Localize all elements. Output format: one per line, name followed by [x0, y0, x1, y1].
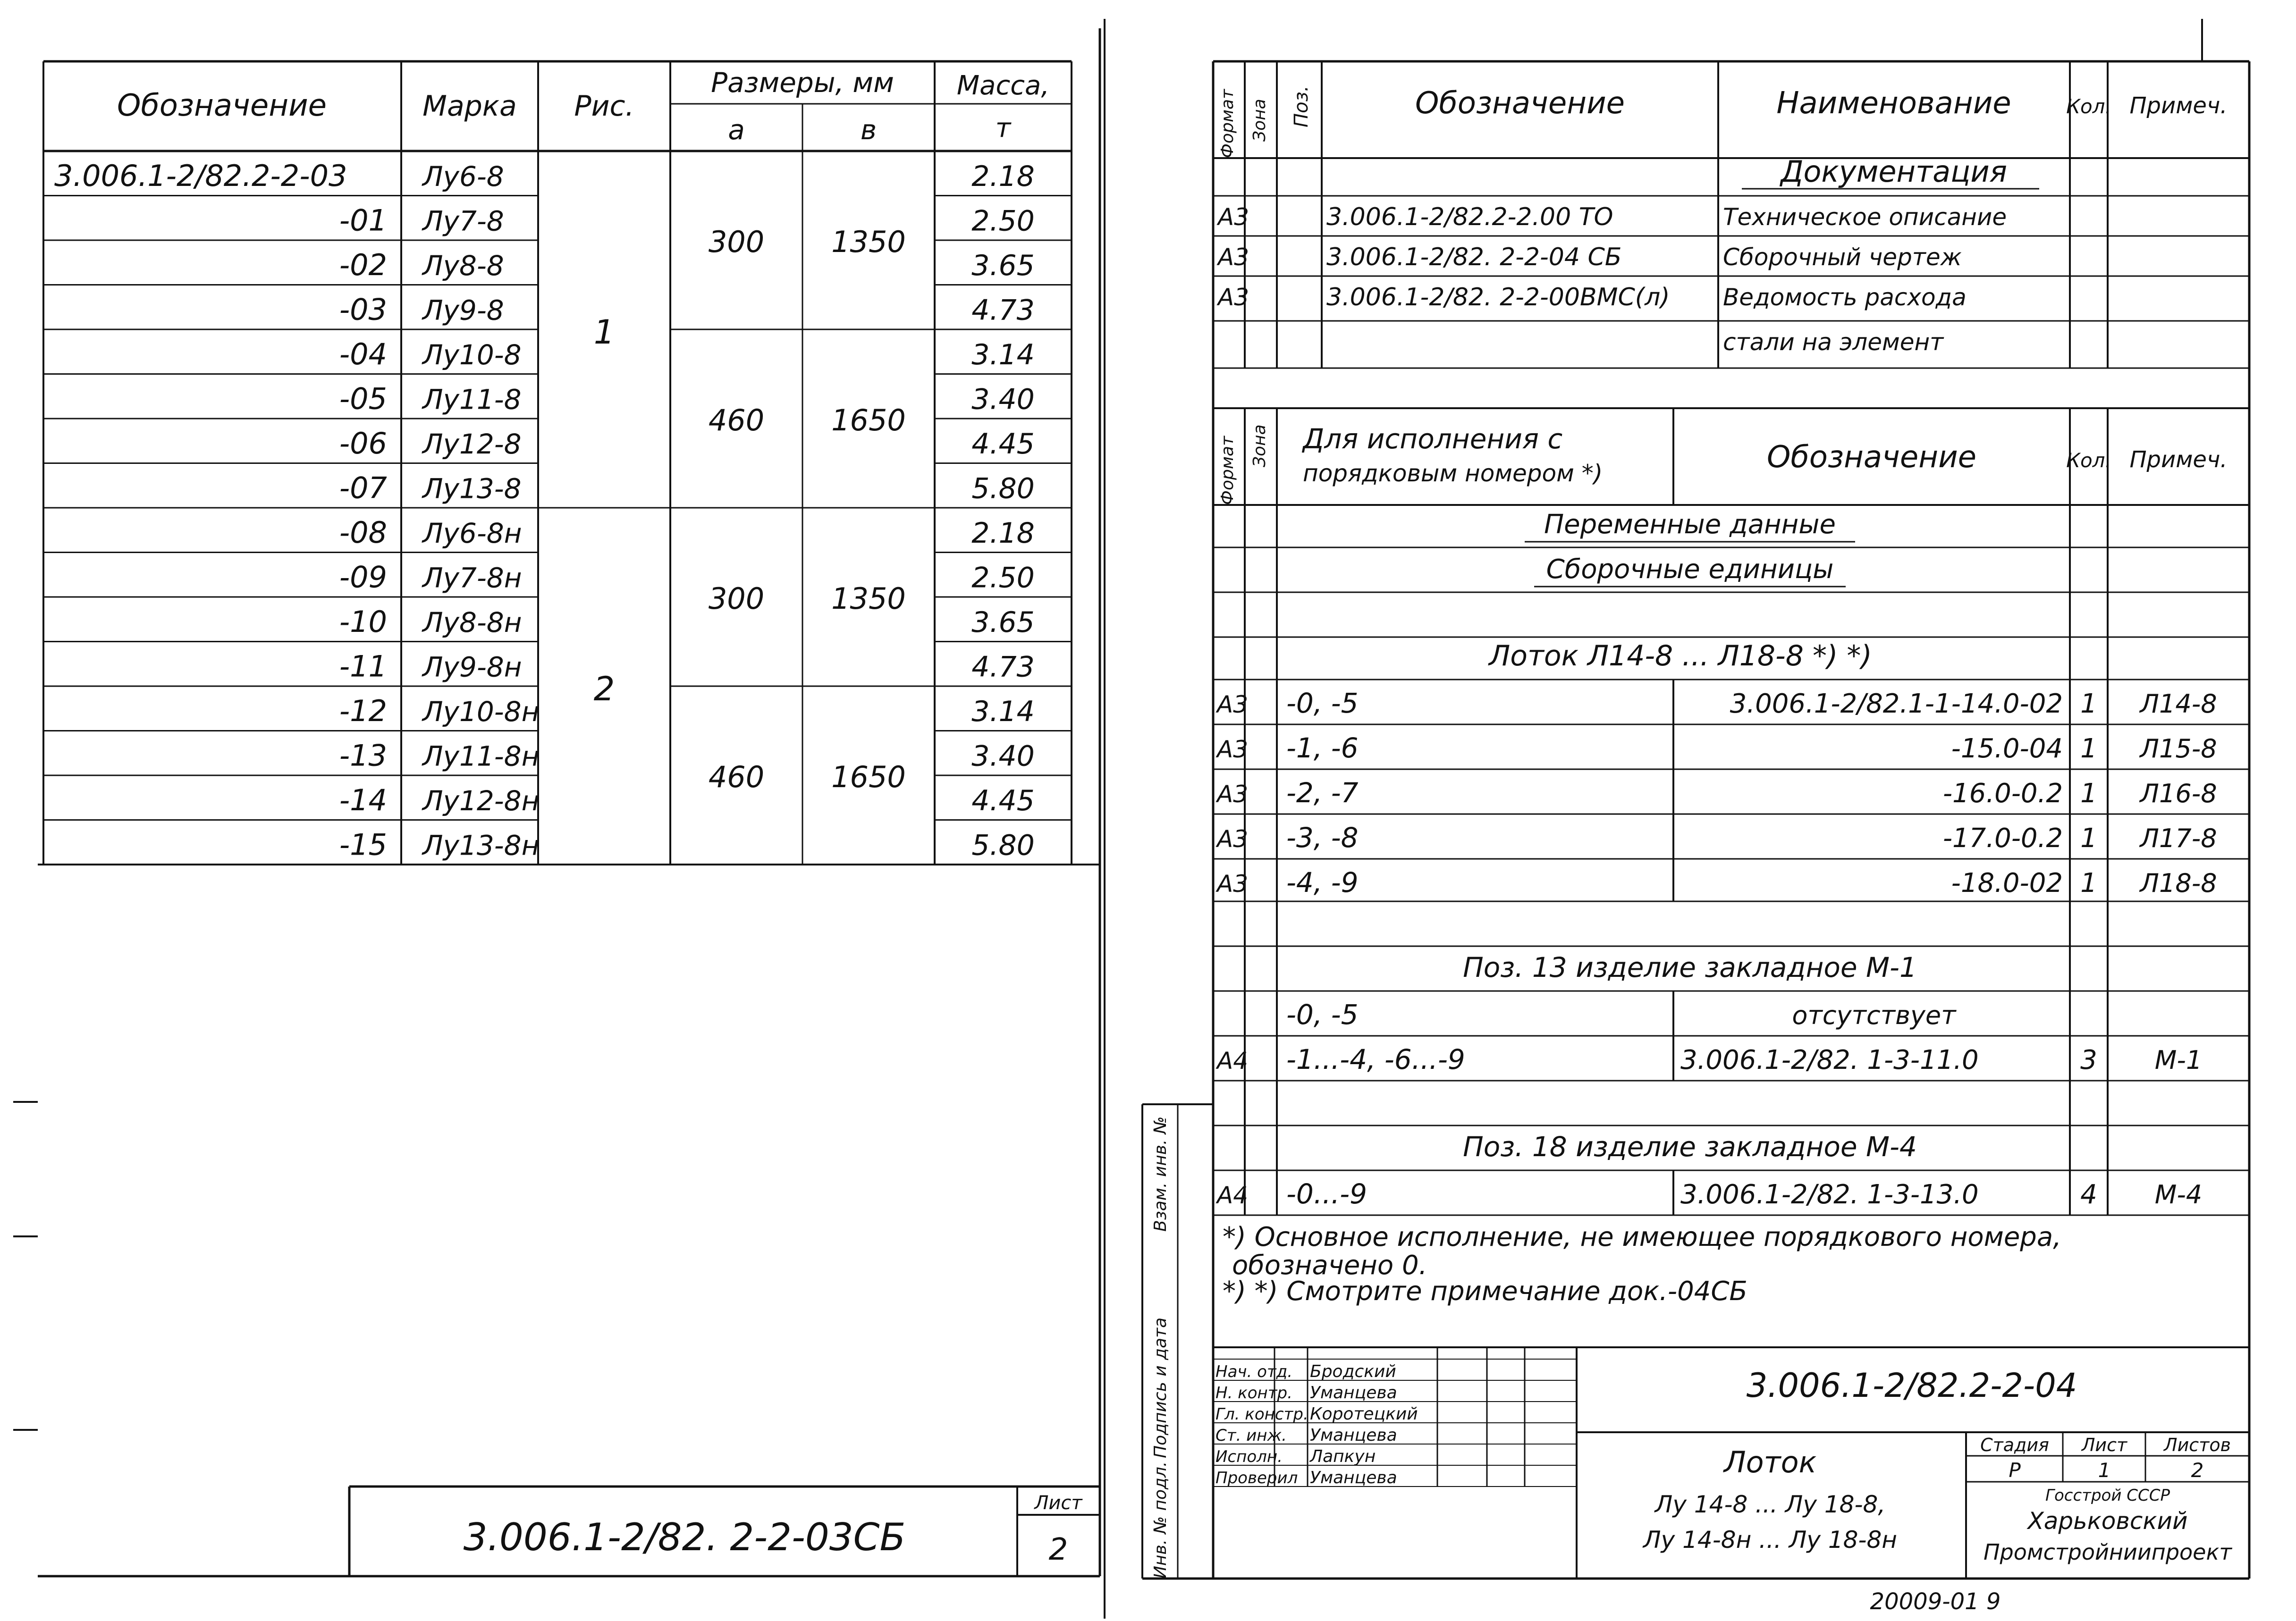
row-mass: 5.80	[971, 829, 1035, 862]
row-exec: -0, -5	[1286, 687, 1359, 719]
var-title-2: Сборочные единицы	[1546, 554, 1834, 585]
row-mass: 3.65	[971, 606, 1035, 639]
group2-title: Поз. 13 изделие закладное М-1	[1463, 951, 1917, 983]
row-designation: -17.0-0.2	[1942, 823, 2063, 854]
stamp-stage: Р	[2009, 1459, 2021, 1482]
var-header-qty: Кол.	[2066, 449, 2111, 472]
note-line-2: обозначено 0.	[1232, 1250, 1427, 1281]
doc-name: Ведомость расхода	[1723, 284, 1967, 311]
row-format: А3	[1217, 691, 1249, 718]
row-mass: 4.45	[971, 784, 1035, 817]
stamp-sheets: 2	[2191, 1459, 2204, 1482]
stamp-org-2: Харьковский	[2027, 1507, 2188, 1535]
row-mark: Лу7-8	[422, 205, 504, 237]
var-header-note: Примеч.	[2129, 446, 2228, 473]
header-note: Примеч.	[2129, 92, 2228, 119]
row-mark: Лу11-8н	[422, 740, 540, 773]
row-mark: Лу7-8н	[422, 562, 522, 594]
row-mass: 5.80	[971, 472, 1035, 505]
dim-b: 1650	[831, 403, 906, 437]
row-designation: -10	[339, 605, 387, 639]
row-mass: 3.14	[971, 338, 1035, 371]
stamp-sheet: 1	[2098, 1459, 2111, 1482]
row-mark: Лу10-8н	[422, 696, 540, 728]
row-qty: 1	[2080, 778, 2097, 809]
stamp-title-3: Лу 14-8н ... Лу 18-8н	[1643, 1526, 1897, 1554]
row-designation: -01	[339, 203, 387, 238]
staff-role: Н. контр.	[1216, 1384, 1292, 1403]
row-mass: 3.65	[971, 249, 1035, 282]
row-mark: Лу8-8н	[422, 606, 522, 638]
row-exec: -3, -8	[1286, 822, 1359, 854]
staff-name: Коротецкий	[1310, 1404, 1418, 1424]
header-mass-unit: т	[995, 113, 1011, 143]
header-dims: Размеры, мм	[711, 67, 894, 99]
doc-section-title: Документация	[1781, 154, 2007, 189]
header-format: Формат	[1218, 89, 1237, 158]
row-exec: -0, -5	[1286, 999, 1359, 1031]
row-mark: Лу9-8	[422, 294, 504, 327]
row-qty: 1	[2080, 733, 2097, 764]
row-mass: 2.18	[971, 517, 1035, 550]
row-designation: -04	[339, 337, 387, 371]
doc-name: Сборочный чертеж	[1723, 244, 1962, 271]
row-designation: -16.0-0.2	[1942, 778, 2063, 809]
fig-number: 1	[593, 313, 615, 352]
var-title-1: Переменные данные	[1544, 509, 1836, 540]
stamp-code: 3.006.1-2/82.2-2-04	[1746, 1366, 2077, 1405]
row-qty: 1	[2080, 689, 2097, 719]
row-exec: -1...-4, -6...-9	[1286, 1043, 1465, 1075]
staff-name: Уманцева	[1310, 1426, 1397, 1445]
var-header-designation: Обозначение	[1766, 440, 1977, 475]
row-designation: -11	[339, 649, 387, 684]
row-designation: -05	[339, 381, 387, 416]
staff-role: Ст. инж.	[1216, 1426, 1287, 1445]
staff-name: Лапкун	[1310, 1447, 1376, 1466]
row-format: А3	[1217, 736, 1249, 763]
row-designation: 3.006.1-2/82.2-2-03	[54, 159, 347, 193]
row-mass: 2.18	[971, 160, 1035, 193]
doc-designation: 3.006.1-2/82. 2-2-00ВМС(л)	[1326, 283, 1670, 311]
row-format: А4	[1217, 1182, 1249, 1209]
row-designation: -06	[339, 426, 387, 461]
row-mark: Лу11-8	[422, 383, 522, 416]
row-designation: -18.0-02	[1951, 868, 2063, 899]
stamp-sheet-label: Лист	[2081, 1435, 2127, 1455]
staff-role: Гл. констр.	[1216, 1405, 1308, 1424]
doc-name: Техническое описание	[1723, 203, 2007, 231]
row-qty: 4	[2080, 1179, 2097, 1210]
row-mass: 4.73	[971, 650, 1035, 684]
row-qty: 1	[2080, 868, 2097, 899]
staff-name: Уманцева	[1310, 1383, 1397, 1403]
doc-format: А3	[1218, 244, 1249, 271]
row-mark: Лу9-8н	[422, 651, 522, 683]
bottom-number: 20009-01 9	[1870, 1588, 2001, 1615]
group3-title: Поз. 18 изделие закладное М-4	[1463, 1131, 1917, 1163]
dim-b: 1350	[831, 581, 906, 616]
var-header-zone: Зона	[1250, 424, 1269, 467]
row-designation: -14	[339, 783, 387, 817]
note-line-3: *) *) Смотрите примечание док.-04СБ	[1223, 1276, 1747, 1307]
row-mark: Лу6-8	[422, 160, 504, 193]
dim-b: 1650	[831, 760, 906, 794]
side-label-replace: Взам. инв. №	[1151, 1116, 1170, 1232]
row-designation: 3.006.1-2/82. 1-3-11.0	[1680, 1045, 1979, 1075]
header-designation: Обозначение	[1415, 86, 1625, 121]
stamp-stage-label: Стадия	[1980, 1435, 2049, 1455]
header-b: в	[860, 114, 877, 146]
row-format: А3	[1217, 870, 1249, 898]
row-format: А3	[1217, 781, 1249, 808]
stamp-title-2: Лу 14-8 ... Лу 18-8,	[1654, 1491, 1886, 1518]
side-label-inv: Инв. № подл.	[1151, 1461, 1170, 1579]
row-mark: Лу8-8	[422, 250, 504, 282]
stamp-sheet-number: 2	[1048, 1532, 1068, 1567]
row-note: М-4	[2154, 1180, 2203, 1209]
row-exec: -1, -6	[1286, 732, 1359, 764]
row-format: А3	[1217, 825, 1249, 853]
row-qty: 3	[2080, 1045, 2097, 1075]
var-header-exec: Для исполнения с	[1303, 423, 1563, 455]
stamp-title-1: Лоток	[1723, 1445, 1817, 1479]
doc-format: А3	[1218, 203, 1249, 231]
staff-role: Исполн.	[1216, 1447, 1283, 1466]
row-mass: 2.50	[971, 204, 1035, 238]
row-mark: Лу6-8н	[422, 517, 522, 549]
row-mass: 4.73	[971, 294, 1035, 327]
header-designation: Обозначение	[117, 88, 327, 123]
row-designation: -12	[339, 694, 387, 728]
row-note: М-1	[2154, 1045, 2203, 1075]
stamp-code: 3.006.1-2/82. 2-2-03СБ	[463, 1515, 906, 1559]
stamp-sheets-label: Листов	[2164, 1435, 2231, 1455]
staff-name: Уманцева	[1310, 1468, 1397, 1487]
row-designation: -13	[339, 738, 387, 773]
row-designation: -09	[339, 560, 387, 595]
row-mark: Лу13-8	[422, 472, 522, 505]
doc-designation: 3.006.1-2/82. 2-2-04 СБ	[1326, 243, 1622, 271]
row-designation: -15	[339, 827, 387, 862]
row-note: Л15-8	[2140, 734, 2217, 764]
doc-format: А3	[1218, 284, 1249, 311]
row-note: Л14-8	[2140, 689, 2217, 719]
row-designation: -02	[339, 248, 387, 282]
row-mass: 3.14	[971, 695, 1035, 728]
doc-name: стали на элемент	[1723, 328, 1944, 356]
row-mark: Лу12-8н	[422, 785, 540, 817]
row-exec: -2, -7	[1286, 777, 1359, 809]
row-mark: Лу13-8н	[422, 829, 540, 862]
stamp-sheet-label: Лист	[1034, 1492, 1082, 1514]
row-mass: 4.45	[971, 428, 1035, 461]
row-format: А4	[1217, 1047, 1249, 1075]
row-designation: 3.006.1-2/82. 1-3-13.0	[1680, 1179, 1979, 1210]
staff-role: Проверил	[1216, 1469, 1298, 1487]
row-mass: 2.50	[971, 561, 1035, 595]
group1-title: Лоток Л14-8 ... Л18-8 *) *)	[1489, 639, 1872, 672]
staff-name: Бродский	[1310, 1362, 1396, 1381]
row-exec: -4, -9	[1286, 866, 1359, 899]
row-designation: -08	[339, 515, 387, 550]
note-line-1: *) Основное исполнение, не имеющее порядкового номера,	[1223, 1222, 2061, 1252]
row-designation: -03	[339, 292, 387, 327]
row-note: Л16-8	[2140, 779, 2217, 808]
header-zone: Зона	[1250, 99, 1269, 142]
stamp-org-1: Госстрой СССР	[2045, 1486, 2170, 1505]
row-designation: 3.006.1-2/82.1-1-14.0-02	[1730, 689, 2063, 719]
row-note: Л17-8	[2140, 823, 2217, 853]
dim-a: 460	[708, 403, 765, 437]
row-designation: -15.0-04	[1951, 733, 2063, 764]
dim-b: 1350	[831, 225, 906, 259]
doc-designation: 3.006.1-2/82.2-2.00 ТО	[1326, 203, 1613, 231]
var-header-format: Формат	[1218, 436, 1237, 505]
header-mark: Марка	[422, 90, 517, 123]
row-mark: Лу12-8	[422, 428, 522, 460]
dim-a: 300	[708, 581, 765, 616]
row-qty: 1	[2080, 823, 2097, 854]
header-a: a	[728, 114, 745, 146]
dim-a: 460	[708, 760, 765, 794]
header-pos: Поз.	[1291, 85, 1312, 127]
header-fig: Рис.	[574, 90, 634, 123]
header-name: Наименование	[1776, 86, 2011, 121]
row-designation: отсутствует	[1792, 1000, 1956, 1030]
fig-number: 2	[593, 670, 615, 708]
var-header-exec-2: порядковым номером *)	[1303, 460, 1603, 487]
row-mass: 3.40	[971, 739, 1035, 773]
row-note: Л18-8	[2140, 868, 2217, 898]
row-mass: 3.40	[971, 383, 1035, 416]
header-mass: Масса,	[956, 70, 1050, 101]
header-qty: Кол.	[2066, 95, 2111, 118]
row-designation: -07	[339, 470, 387, 505]
row-mark: Лу10-8	[422, 339, 522, 371]
side-label-sign: Подпись и дата	[1151, 1317, 1170, 1458]
row-exec: -0...-9	[1286, 1178, 1367, 1210]
staff-role: Нач. отд.	[1216, 1362, 1293, 1381]
dim-a: 300	[708, 225, 765, 259]
stamp-org-3: Промстройниипроект	[1983, 1539, 2232, 1565]
